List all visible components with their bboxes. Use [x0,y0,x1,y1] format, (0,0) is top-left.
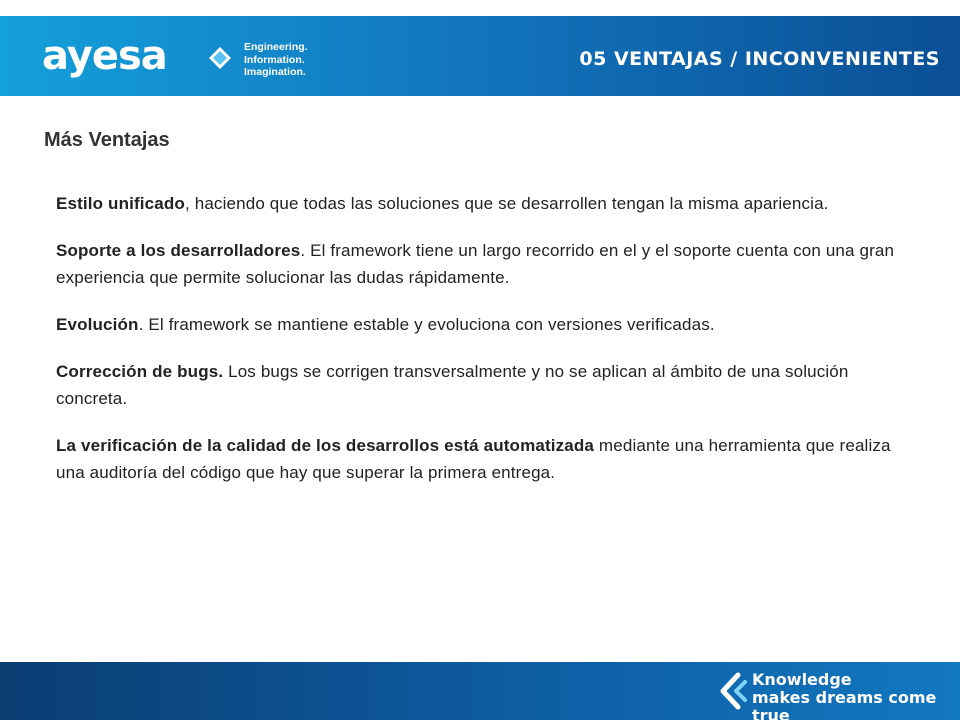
paragraph [56,237,906,291]
footer-slogan [752,671,960,725]
tagline-line: Engineering. [244,41,308,53]
slogan-line: Knowledge [752,670,852,689]
paragraph-text: . El framework se mantiene estable y evoluciona con versiones verificadas. [138,315,715,334]
slide-heading: Más Ventajas [44,129,170,151]
tagline-line: Information. [244,53,305,66]
top-strip [0,0,960,16]
paragraph-text: , haciendo que todas las soluciones que se desarrollen tengan la misma apariencia. [184,194,829,213]
paragraph-text: . El framework tiene un largo recorrido en el y el soporte cuenta con una gran experiencia que permite solucionar las dudas rápidamente. [56,241,895,287]
paragraph-bold: Evolución [56,315,139,334]
paragraph-text: mediante una herramienta que realiza una auditoría del código que hay que superar la primera entrega. [56,436,891,482]
paragraph [56,190,906,217]
tagline-line: Imagination. [244,66,306,78]
brand-tagline [244,41,308,79]
paragraph-bold: La verificación de la calidad de los desarrollos está automatizada [56,436,595,455]
drop-icon [208,46,232,70]
content-body [56,190,906,506]
paragraph-bold: Estilo unificado [56,194,185,213]
paragraph-bold: Corrección de bugs. [56,362,224,381]
paragraph [56,311,906,338]
header-bar [0,16,960,96]
k-bracket-icon [718,672,748,710]
paragraph [56,432,906,486]
paragraph-text: Los bugs se corrigen transversalmente y no se aplican al ámbito de una solución concreta. [56,362,849,408]
ayesa-logo: ayesa [42,33,167,79]
paragraph-bold: Soporte a los desarrolladores [56,241,301,260]
paragraph [56,358,906,412]
slogan-line: makes dreams come true [752,688,937,725]
section-title: 05 VENTAJAS / INCONVENIENTES [579,48,940,70]
